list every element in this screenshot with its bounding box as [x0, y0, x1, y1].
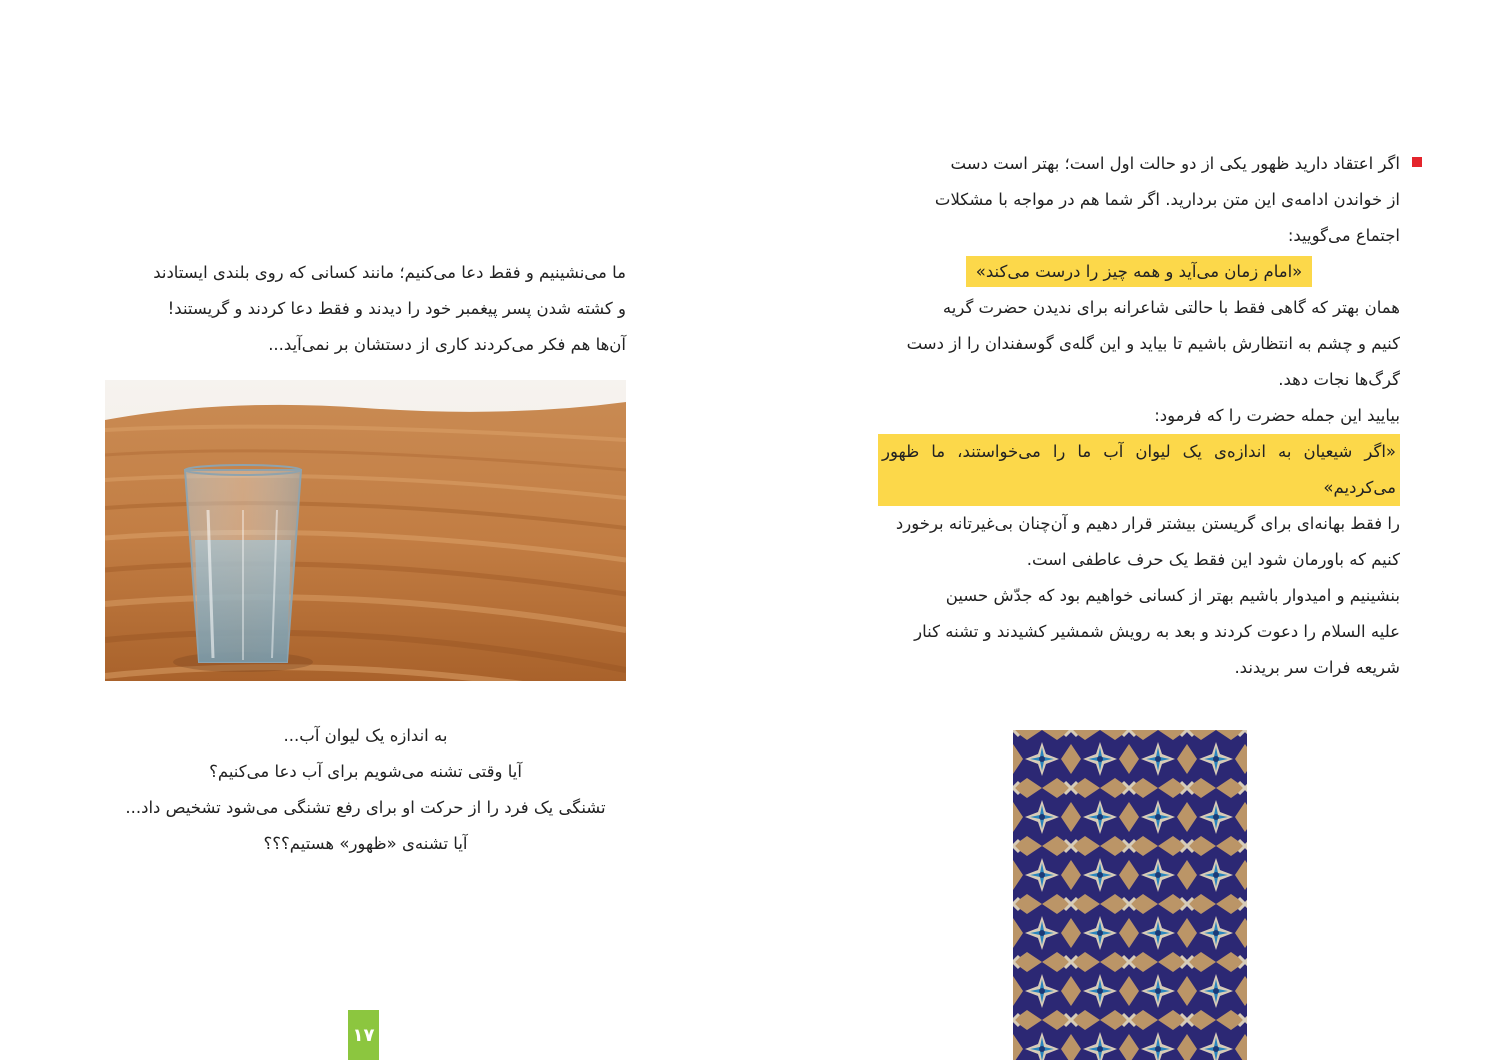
text-line: علیه السلام را دعوت کردند و بعد به رویش شمشیر کشیدند و تشنه کنار [914, 622, 1400, 641]
text-line: و کشته شدن پسر پیغمبر خود را دیدند و فقط دعا کردند و گریستند! [167, 299, 626, 318]
right-text-block [878, 146, 1400, 686]
right-page [750, 0, 1500, 1060]
text-line: بنشینیم و امیدوار باشیم بهتر از کسانی خواهیم بود که جدّش حسین [945, 586, 1400, 605]
mosaic-tiles-icon [1013, 730, 1247, 1060]
page-number: ۱۷ [348, 1010, 379, 1060]
poem-line: آیا وقتی تشنه می‌شویم برای آب دعا می‌کنیم؟ [209, 762, 522, 781]
poem-line: تشنگی یک فرد را از حرکت او برای رفع تشنگی می‌شود تشخیص داد... [125, 798, 606, 817]
text-line: کنیم که باورمان شود این فقط یک حرف عاطفی است. [1026, 550, 1400, 569]
poem-line: به اندازه یک لیوان آب... [283, 726, 448, 745]
tile-pattern-photo [1013, 730, 1247, 1060]
left-paragraph [104, 255, 626, 363]
text-line: ما می‌نشینیم و فقط دعا می‌کنیم؛ مانند کسانی که روی بلندی ایستادند [153, 263, 626, 282]
quote-highlight [878, 254, 1400, 290]
text-line: اگر اعتقاد دارید ظهور یکی از دو حالت اول است؛ بهتر است دست [950, 154, 1400, 173]
poem-line: آیا تشنه‌ی «ظهور» هستیم؟؟؟ [263, 834, 468, 853]
text-line: از خواندن ادامه‌ی این متن بردارید. اگر شما هم در مواجه با مشکلات [934, 190, 1400, 209]
text-line: آن‌ها هم فکر می‌کردند کاری از دستشان بر نمی‌آید... [268, 335, 626, 354]
text-line: کنیم و چشم به انتظارش باشیم تا بیاید و این گله‌ی گوسفندان را از دست [906, 334, 1400, 353]
highlighted-quote: «اگر شیعیان به اندازه‌ی یک لیوان آب ما را می‌خواستند، ما ظهور می‌کردیم» [878, 434, 1400, 506]
desert-glass-photo [105, 380, 626, 681]
text-line: همان بهتر که گاهی فقط با حالتی شاعرانه برای ندیدن حضرت گریه [942, 298, 1400, 317]
bullet-square-icon [1412, 157, 1422, 167]
text-line: بیایید این جمله حضرت را که فرمود: [1154, 406, 1400, 425]
highlighted-quote: «امام زمان می‌آید و همه چیز را درست می‌کند» [966, 256, 1313, 287]
text-line: را فقط بهانه‌ای برای گریستن بیشتر قرار دهیم و آن‌چنان بی‌غیرتانه برخورد [895, 514, 1400, 533]
water-glass-icon [105, 380, 626, 681]
text-line: گرگ‌ها نجات دهد. [1278, 370, 1400, 389]
quote-highlight [878, 434, 1400, 506]
text-line: شریعه فرات سر بریدند. [1234, 658, 1400, 677]
poem [105, 718, 626, 862]
text-line: اجتماع می‌گویید: [1287, 226, 1400, 245]
